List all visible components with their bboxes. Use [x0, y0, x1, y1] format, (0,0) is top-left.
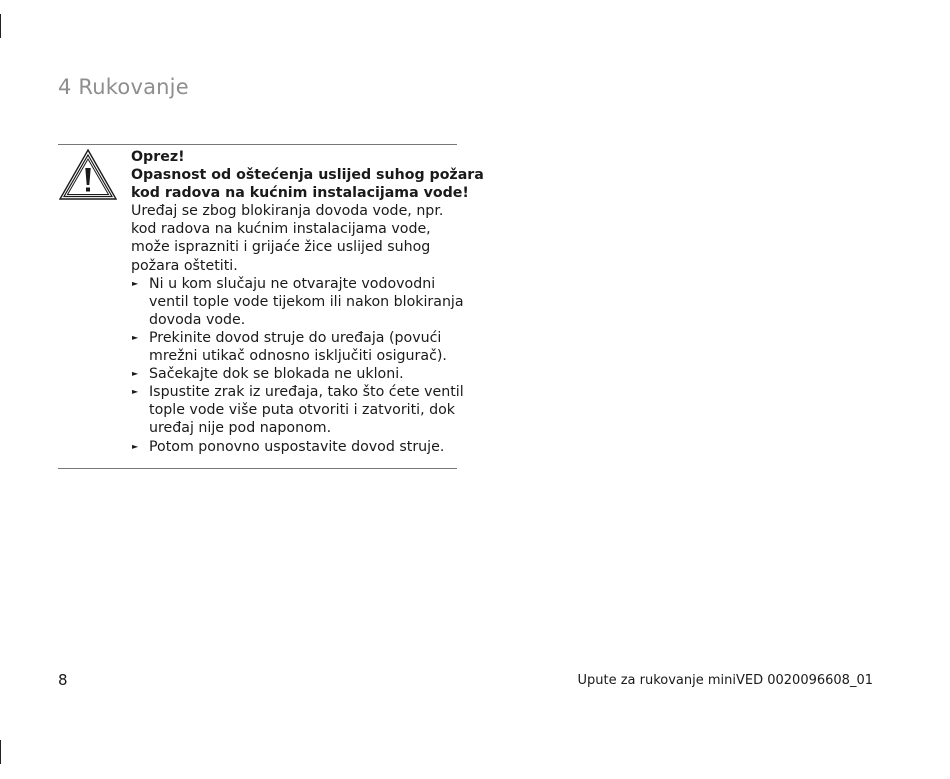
- instruction-line: Sačekajte dok se blokada ne ukloni.: [149, 366, 404, 383]
- arrow-bullet-icon: ►: [132, 441, 139, 451]
- warning-description: [131, 202, 461, 274]
- instruction-line: mrežni utikač odnosno isključiti osigurač).: [149, 348, 447, 365]
- chapter-title: 4 Rukovanje: [58, 75, 189, 99]
- warning-title: Oprez!: [131, 149, 185, 165]
- warning-description-line: može isprazniti i grijaće žice uslijed suhog: [131, 239, 431, 256]
- instruction-line: Prekinite dovod struje do uređaja (povući: [149, 329, 442, 346]
- instruction-item: [131, 275, 464, 329]
- warning-headline-line: kod radova na kućnim instalacijama vode!: [131, 185, 469, 202]
- arrow-bullet-icon: ►: [132, 387, 139, 397]
- warning-headline-line: Opasnost od oštećenja uslijed suhog požara: [131, 167, 484, 184]
- instruction-line: Potom ponovno uspostavite dovod struje.: [149, 438, 445, 455]
- warning-headline: [131, 166, 484, 202]
- arrow-bullet-icon: ►: [132, 278, 139, 288]
- warning-box: [58, 144, 484, 469]
- document-reference: Upute za rukovanje miniVED 0020096608_01: [577, 673, 873, 688]
- instruction-item: [131, 438, 461, 456]
- warning-triangle-icon: [58, 148, 118, 202]
- crop-mark-top: [0, 14, 1, 38]
- instruction-list: [131, 275, 464, 456]
- instruction-line: tople vode više puta otvoriti i zatvoriti, dok: [149, 402, 456, 419]
- instruction-line: Ni u kom slučaju ne otvarajte vodovodni: [149, 275, 436, 292]
- warning-description-line: Uređaj se zbog blokiranja dovoda vode, npr.: [131, 203, 444, 220]
- warning-text: [131, 148, 484, 456]
- arrow-bullet-icon: ►: [132, 369, 139, 379]
- instruction-item: [131, 365, 461, 383]
- instruction-line: dovoda vode.: [149, 311, 246, 328]
- instruction-item: [131, 383, 464, 437]
- arrow-bullet-icon: ►: [132, 332, 139, 342]
- crop-mark-bottom: [0, 740, 1, 764]
- instruction-line: Ispustite zrak iz uređaja, tako što ćete ventil: [149, 384, 464, 401]
- page-number: 8: [58, 671, 68, 689]
- instruction-item: [131, 329, 461, 365]
- instruction-line: uređaj nije pod naponom.: [149, 420, 332, 437]
- instruction-line: ventil tople vode tijekom ili nakon blokiranja: [149, 293, 464, 310]
- warning-description-line: požara oštetiti.: [131, 257, 238, 274]
- warning-description-line: kod radova na kućnim instalacijama vode,: [131, 221, 431, 238]
